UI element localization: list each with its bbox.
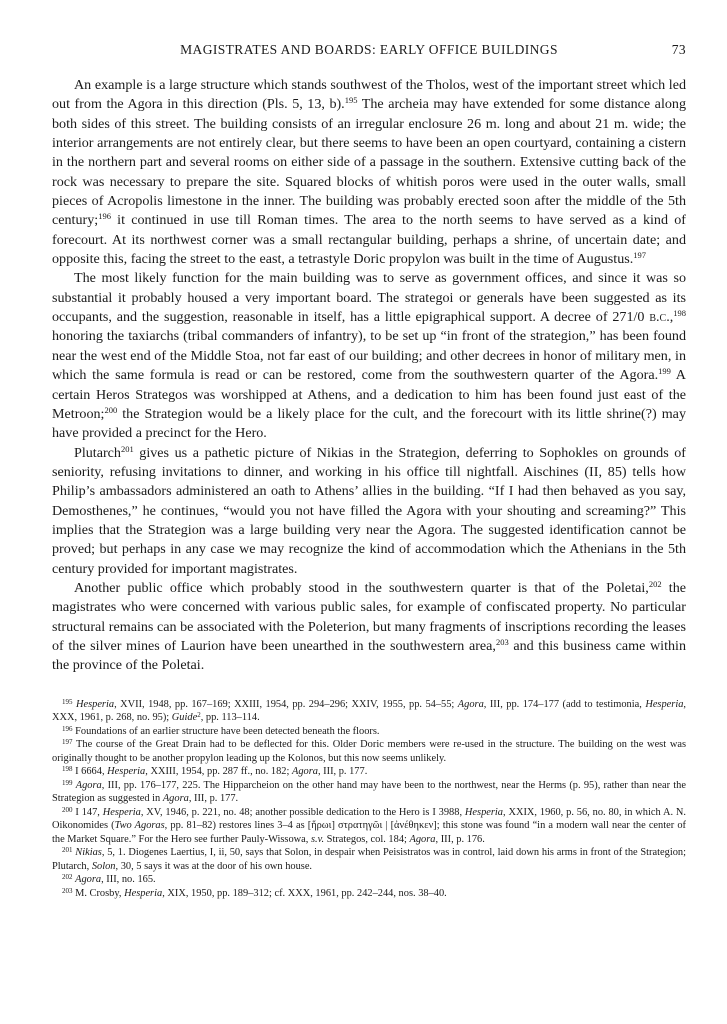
footnote <box>52 738 686 765</box>
italic-text: Hesperia <box>102 806 141 818</box>
footnote <box>52 765 686 779</box>
footnote <box>52 698 686 725</box>
paragraph <box>52 444 686 579</box>
footnote <box>52 779 686 806</box>
text-run: The most likely function for the main building was to serve as government offices, and since it was so substantial it probably housed a very important board. The strategoi or generals have been suggested as its occupants, and the suggestion, reasonable in itself, has a little epigraphical support. A decree of 271/0 <box>52 270 686 326</box>
text-run: I 6664, <box>75 766 108 778</box>
text-run: the magistrates who were concerned with various public sales, for example of confiscated property. No particular structural remains can be associated with the Poleterion, but many fragments of inscriptions recording the leases of the silver mines of Laurion have been unearthed in the southwestern area, <box>52 579 687 654</box>
italic-text: Hesperia <box>107 766 146 778</box>
italic-text: Agora <box>75 779 102 791</box>
footnote-number: 198 <box>62 765 73 774</box>
paragraph <box>52 579 686 676</box>
footnote <box>52 873 686 887</box>
text-run: I 147, <box>75 806 103 818</box>
footnote-number: 203 <box>62 886 73 895</box>
italic-text: Hesperia <box>75 698 115 710</box>
text-run: , XXIX, 1960, p. 56, no. 80, in which A. N. Oikonomides ( <box>52 806 687 832</box>
text-run: it continued in use till Roman times. The area to the north seems to have served as a kind of forecourt. At its northwest corner was a small rectangular building, perhaps a shrine, of uncertain date; and opposite this, facing the street to the east, a tetrastyle Doric propylon was built in the time of Augustus. <box>52 212 686 268</box>
footnote-ref: 200 <box>104 404 118 415</box>
italic-text: Hesperia <box>124 887 163 899</box>
footnote-number: 195 <box>62 697 73 706</box>
text-run: Plutarch <box>74 444 121 461</box>
footnote-number: 202 <box>62 873 73 882</box>
text-run: , 30, 5 says it was at the door of his own house. <box>115 860 313 872</box>
italic-text: s.v. <box>310 833 325 845</box>
text-run: Strategos, col. 184; <box>324 833 410 845</box>
text-run: Another public office which probably stood in the southwestern quarter is that of the Poletai, <box>74 579 649 596</box>
footnote <box>52 887 686 901</box>
page-number: 73 <box>671 42 686 57</box>
italic-text: Solon <box>91 860 116 872</box>
text-run: , XXIII, 1954, pp. 287 ff., no. 182; <box>145 766 292 778</box>
italic-text: Agora <box>162 793 189 805</box>
text-run: honoring the taxiarchs (tribal commanders of infantry), to be set up “in front of the strategion,” has been found near the west end of the Middle Stoa, not far east of our building; and other decrees in honor of military men, in which the same formula is read or can be restored, come from the southwestern quarter of the Agora. <box>52 328 686 384</box>
footnote-ref: 201 <box>120 443 134 454</box>
footnote-ref: 196 <box>98 211 111 222</box>
footnote-ref: 197 <box>633 250 646 261</box>
text-run: A certain Heros Strategos was worshipped at Athens, and a dedication to him has been found just east of the Metroon; <box>52 367 686 422</box>
body-text <box>52 76 686 676</box>
text-run: , 5, 1. Diogenes Laertius, I, ii, 50, says that Solon, in despair when Peisistratos was in control, laid down his arms in front of the Strategion; Plutarch, <box>52 847 686 872</box>
text-run: , XV, 1946, p. 221, no. 48; another possible dedication to the Hero is I 3988, <box>140 806 465 818</box>
paragraph <box>52 76 686 269</box>
text-run: , pp. 81–82) restores lines 3–4 as [ἥρωι] στρατηγῶι | [ἀνέθηκεν]; this stone was found “in a modern wall near the center of the Market Square.” For the Hero see further Pauly-Wissowa, <box>52 820 686 845</box>
text-run: , XVII, 1948, pp. 167–169; XXIII, 1954, pp. 294–296; XXIV, 1955, pp. 54–55; <box>114 698 458 710</box>
text-run: Foundations of an earlier structure have been detected beneath the floors. <box>75 725 380 737</box>
small-caps-text: b.c. <box>649 309 670 326</box>
footnote <box>52 846 686 873</box>
text-run: the Strategion would be a likely place for the cult, and the forecourt with its little shrine(?) may have provided a precinct for the Hero. <box>52 405 686 442</box>
footnote-ref: 199 <box>658 366 671 377</box>
paragraph <box>52 269 686 443</box>
footnote-number: 199 <box>62 778 73 787</box>
text-run: , III, pp. 174–177 (add to testimonia, <box>483 698 646 710</box>
text-run: , pp. 113–114. <box>200 712 260 724</box>
footnote <box>52 725 686 739</box>
footnote-ref: 195 <box>344 95 358 106</box>
italic-text: Two Agoras <box>114 820 165 832</box>
text-run: , III, pp. 176–177, 225. The Hipparcheion on the other hand may have been to the northwest, near the Herms (p. 95), rather than near the Strategion as suggested in <box>52 779 686 805</box>
italic-text: Agora <box>409 833 436 845</box>
italic-text: Hesperia <box>464 806 503 818</box>
footnote-ref: 2 <box>197 711 201 720</box>
text-run: and this business came within the province of the Poletai. <box>52 637 686 674</box>
italic-text: Agora <box>457 698 484 710</box>
text-run: An example is a large structure which stands southwest of the Tholos, west of the important street which led out from the Agora in this direction (Pls. 5, 13, b). <box>52 77 686 113</box>
footnotes <box>52 698 686 901</box>
footnote-number: 196 <box>62 724 73 733</box>
text-run: The course of the Great Drain had to be deflected for this. Older Doric members were re-used in the structure. The building on the west was originally thought to be another propylon leading up the Kolonos, but this now seems unlikely. <box>52 739 686 764</box>
italic-text: Agora <box>291 766 318 778</box>
text-run: , III, p. 177. <box>317 766 368 778</box>
footnote-ref: 198 <box>673 308 686 319</box>
running-title: MAGISTRATES AND BOARDS: EARLY OFFICE BUILDINGS <box>180 42 558 57</box>
footnote-number: 201 <box>62 846 73 855</box>
footnote-number: 197 <box>62 738 73 747</box>
footnote-ref: 203 <box>495 636 509 647</box>
running-head <box>52 42 686 64</box>
footnote-ref: 202 <box>648 578 662 589</box>
page <box>52 42 686 900</box>
text-run: M. Crosby, <box>75 887 125 899</box>
text-run: , III, p. 176. <box>435 833 485 845</box>
italic-text: Hesperia <box>645 698 684 710</box>
italic-text: Nikias <box>75 847 102 859</box>
text-run: , XIX, 1950, pp. 189–312; cf. XXX, 1961, pp. 242–244, nos. 38–40. <box>162 887 447 899</box>
italic-text: Agora <box>75 874 102 886</box>
text-run: gives us a pathetic picture of Nikias in the Strategion, deferring to Sophokles on grounds of seniority, refusing invitations to dinner, and working in his office till nightfall. Aischines (II, 85) tells how Philip’s ambassadors administered an oath to Athens’ allies in the building. “If I had then behaved as you say, Demosthenes,” he continues, “would you not have filled the Agora with your shouting and screaming?” This implies that the Strategion was a large building very near the Agora. The suggested identification cannot be proved; but perhaps in any case we may recognize the kind of accommodation which the Athenians in the 5th century provided for important magistrates. <box>52 444 686 577</box>
text-run: , <box>669 309 674 326</box>
text-run: , III, p. 177. <box>188 793 239 805</box>
text-run: , XXX, 1961, p. 268, no. 95); <box>52 698 687 724</box>
italic-text: Guide <box>171 712 198 724</box>
text-run: , III, no. 165. <box>101 874 156 886</box>
footnote <box>52 806 686 847</box>
text-run: The archeia may have extended for some distance along both sides of this street. The building consists of an irregular enclosure 26 m. long and about 21 m. wide; the interior arrangements are not entirely clear, but there seems to have been an open courtyard, containing a cistern in the northern part and several rooms on either side of a passage in the southern. Extensive cutting back of the rock was necessary to prepare the site. Squared blocks of whitish poros were used in the outer walls, small pieces of Acropolis limestone in the inner. The building was probably erected soon after the middle of the 5th century; <box>52 96 686 229</box>
footnote-number: 200 <box>62 805 73 814</box>
